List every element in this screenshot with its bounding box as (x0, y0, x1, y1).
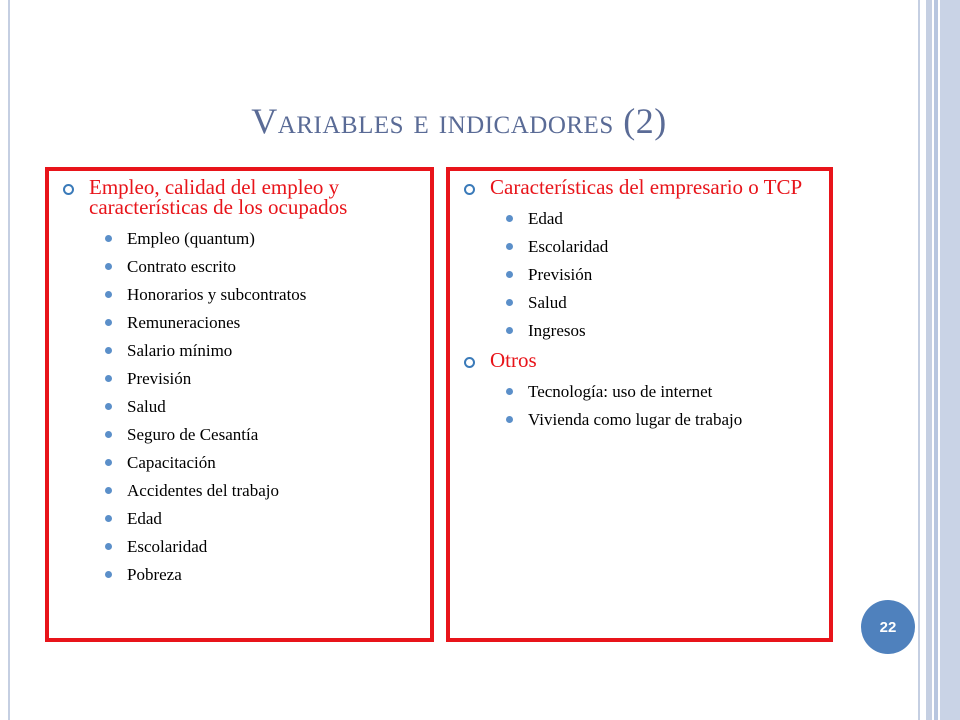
list-item (49, 370, 430, 387)
list-item-text: Escolaridad (127, 537, 208, 556)
list-item (450, 322, 829, 339)
list-item-text: Previsión (127, 369, 192, 388)
list-item-text: Salud (127, 397, 166, 416)
list-item-text: Contrato escrito (127, 257, 237, 276)
list-item (49, 426, 430, 443)
bullet-dot-icon (105, 263, 112, 270)
list-item-text: Accidentes del trabajo (127, 481, 279, 500)
bullet-dot-icon (506, 416, 513, 423)
bullet-dot-icon (506, 388, 513, 395)
list-item (450, 238, 829, 255)
left-heading-text: Empleo, calidad del empleo y características de los ocupados (89, 175, 348, 219)
bullet-dot-icon (105, 235, 112, 242)
right-heading-2-text: Otros (490, 348, 537, 372)
page-number-badge (861, 600, 915, 654)
page-number: 22 (879, 618, 897, 636)
list-item (49, 454, 430, 471)
bullet-dot-icon (105, 403, 112, 410)
ring-bullet-icon (464, 357, 475, 368)
list-item (450, 383, 829, 400)
list-item-text: Tecnología: uso de internet (528, 382, 713, 401)
bullet-dot-icon (506, 271, 513, 278)
slide-title: Variables e indicadores (2) (251, 101, 667, 141)
list-item (49, 258, 430, 275)
left-item-list (49, 230, 430, 583)
list-item-text: Ingresos (528, 321, 586, 340)
list-item (49, 566, 430, 583)
list-item-text: Previsión (528, 265, 593, 284)
right-heading-1 (450, 177, 829, 197)
left-content-box (45, 167, 434, 642)
list-item (450, 411, 829, 428)
list-item (49, 230, 430, 247)
list-item-text: Seguro de Cesantía (127, 425, 259, 444)
list-item-text: Capacitación (127, 453, 216, 472)
list-item-text: Empleo (quantum) (127, 229, 255, 248)
bullet-dot-icon (105, 487, 112, 494)
list-item-text: Edad (127, 509, 162, 528)
list-item-text: Pobreza (127, 565, 182, 584)
bullet-dot-icon (105, 319, 112, 326)
slide-frame-right (918, 0, 960, 720)
bullet-dot-icon (105, 543, 112, 550)
list-item (49, 398, 430, 415)
list-item (450, 266, 829, 283)
bullet-dot-icon (506, 243, 513, 250)
list-item (49, 538, 430, 555)
bullet-dot-icon (506, 215, 513, 222)
right-item-list-1 (450, 210, 829, 339)
ring-bullet-icon (464, 184, 475, 195)
list-item (49, 510, 430, 527)
list-item (49, 314, 430, 331)
list-item-text: Edad (528, 209, 563, 228)
bullet-dot-icon (506, 299, 513, 306)
bullet-dot-icon (105, 571, 112, 578)
list-item (49, 342, 430, 359)
bullet-dot-icon (506, 327, 513, 334)
right-heading-1-text: Características del empresario o TCP (490, 175, 803, 199)
list-item (49, 286, 430, 303)
list-item-text: Vivienda como lugar de trabajo (528, 410, 743, 429)
list-item-text: Salud (528, 293, 567, 312)
list-item-text: Remuneraciones (127, 313, 241, 332)
bullet-dot-icon (105, 431, 112, 438)
ring-bullet-icon (63, 184, 74, 195)
bullet-dot-icon (105, 515, 112, 522)
list-item-text: Escolaridad (528, 237, 609, 256)
right-heading-2 (450, 350, 829, 370)
list-item (450, 294, 829, 311)
right-item-list-2 (450, 383, 829, 428)
list-item (450, 210, 829, 227)
list-item (49, 482, 430, 499)
bullet-dot-icon (105, 347, 112, 354)
bullet-dot-icon (105, 459, 112, 466)
list-item-text: Honorarios y subcontratos (127, 285, 307, 304)
list-item-text: Salario mínimo (127, 341, 233, 360)
bullet-dot-icon (105, 291, 112, 298)
bullet-dot-icon (105, 375, 112, 382)
left-heading (49, 177, 430, 217)
right-content-box (446, 167, 833, 642)
